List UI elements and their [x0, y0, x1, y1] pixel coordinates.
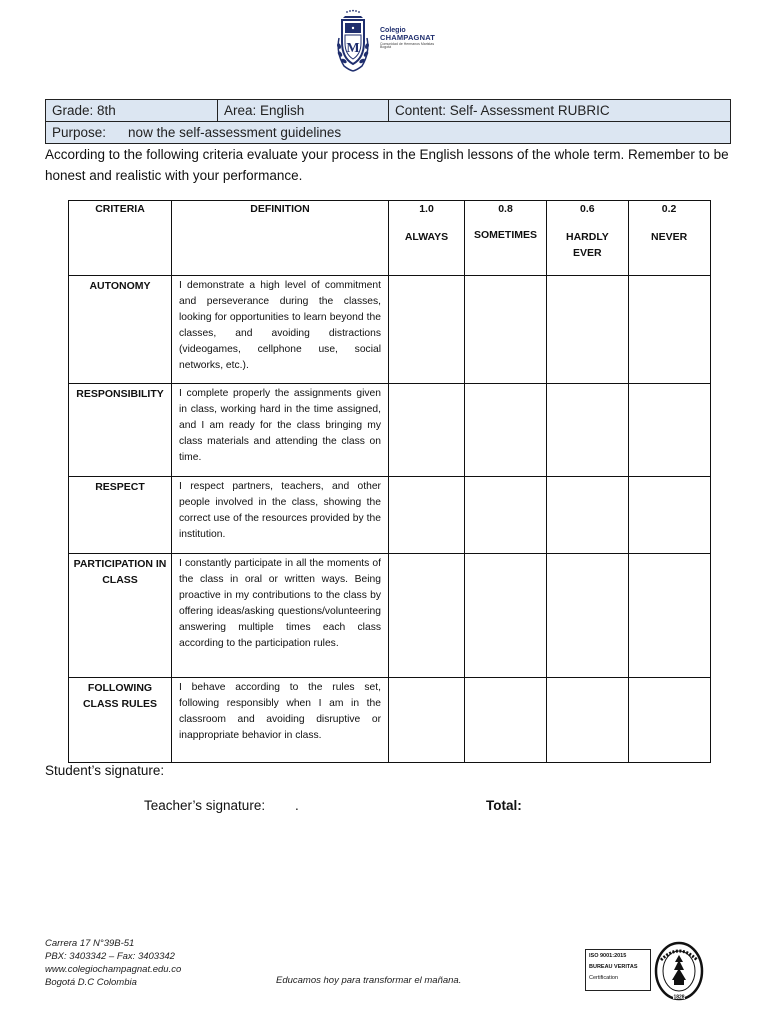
cert-certification: Certification: [589, 975, 619, 981]
definition-cell: I respect partners, teachers, and other people involved in the class, showing the correct use of the resources provided by the institution.: [172, 477, 389, 554]
teacher-signature-line: .: [295, 798, 299, 813]
cert-iso: ISO 9001:2015: [589, 953, 627, 959]
logo-line1: Colegio: [380, 27, 406, 34]
seal-year: 1828: [673, 994, 685, 1001]
score-cell-never[interactable]: [628, 384, 710, 477]
criteria-cell: AUTONOMY: [69, 276, 172, 384]
definition-cell: I behave according to the rules set, following responsibly when I am in the classroom and avoiding disruptive or inappropriate behavior in class.: [172, 678, 389, 763]
rubric-row-responsibility: [69, 384, 711, 477]
score-cell-sometimes[interactable]: [465, 554, 547, 678]
scale-header-hardly-ever: [547, 201, 629, 276]
score-cell-never[interactable]: [628, 477, 710, 554]
area-cell: Area: English: [218, 100, 389, 122]
score-cell-hardly-ever[interactable]: [547, 477, 629, 554]
criteria-header: CRITERIA: [69, 201, 172, 276]
criteria-cell: RESPONSIBILITY: [69, 384, 172, 477]
student-signature-label: Student’s signature:: [45, 763, 165, 778]
rubric-table: [68, 200, 711, 763]
footer-address-block: [45, 937, 181, 989]
purpose-text: now the self-assessment guidelines: [128, 125, 342, 140]
logo-line3: Comunidad de Hermanos Maristas Bogotá: [380, 41, 435, 49]
intro-paragraph: According to the following criteria evaluate your process in the English lessons of the whole term. Remember to be honest and realistic with your performance.: [45, 147, 729, 183]
score-cell-always[interactable]: [389, 678, 465, 763]
purpose-label: Purpose:: [52, 125, 107, 140]
scale-header-never: [628, 201, 710, 276]
definition-header: DEFINITION: [172, 201, 389, 276]
definition-cell: I complete properly the assignments given in class, working hard in the time assigned, and I am ready for the class bringing my class materials and attending the class on time.: [172, 384, 389, 477]
criteria-cell: RESPECT: [69, 477, 172, 554]
footer-motto: Educamos hoy para transformar el mañana.: [276, 975, 462, 986]
certification-badge: [585, 945, 705, 1003]
total-label: Total:: [486, 798, 522, 813]
rubric-row-respect: [69, 477, 711, 554]
score-cell-sometimes[interactable]: [465, 384, 547, 477]
footer-city: Bogotá D.C Colombia: [45, 977, 137, 988]
criteria-cell: PARTICIPATION IN CLASS: [69, 554, 172, 678]
score-cell-never[interactable]: [628, 678, 710, 763]
footer-address: Carrera 17 N°39B-51: [45, 938, 135, 949]
score-cell-never[interactable]: [628, 276, 710, 384]
rubric-header-row: [69, 201, 711, 276]
logo-text: [380, 27, 442, 50]
scale-label: NEVER: [651, 231, 688, 243]
content-cell: Content: Self- Assessment RUBRIC: [389, 100, 731, 122]
definition-cell: I constantly participate in all the moments of the class in oral or written ways. Being proactive in my contributions to the class by offering ideas/asking questions/volunteering answering multiple times each class according to the participation rules.: [172, 554, 389, 678]
rubric-row-autonomy: [69, 276, 711, 384]
score-cell-hardly-ever[interactable]: [547, 276, 629, 384]
score-cell-always[interactable]: [389, 276, 465, 384]
scale-value: 0.8: [498, 203, 513, 215]
definition-cell: I demonstrate a high level of commitment and perseverance during the classes, looking for opportunities to learn beyond the classes, and avoiding distractions (videogames, cellphone use, social networks, etc.).: [172, 276, 389, 384]
score-cell-always[interactable]: [389, 554, 465, 678]
bureau-veritas-seal-icon: [653, 940, 705, 1002]
criteria-cell: FOLLOWING CLASS RULES: [69, 678, 172, 763]
certification-box: [585, 949, 651, 991]
purpose-cell: [46, 122, 731, 144]
score-cell-hardly-ever[interactable]: [547, 384, 629, 477]
grade-cell: Grade: 8th: [46, 100, 218, 122]
score-cell-hardly-ever[interactable]: [547, 678, 629, 763]
rubric-row-class-rules: [69, 678, 711, 763]
rubric-row-participation: [69, 554, 711, 678]
scale-value: 0.6: [580, 203, 595, 215]
logo-monogram: M: [346, 41, 360, 56]
scale-value: 1.0: [419, 203, 434, 215]
scale-header-always: [389, 201, 465, 276]
cert-bureau: BUREAU VERITAS: [589, 964, 638, 970]
score-cell-hardly-ever[interactable]: [547, 554, 629, 678]
scale-label: HARDLY EVER: [566, 231, 609, 259]
score-cell-never[interactable]: [628, 554, 710, 678]
footer-website-link[interactable]: www.colegiochampagnat.edu.co: [45, 964, 182, 975]
footer-phone: PBX: 3403342 – Fax: 3403342: [45, 951, 175, 962]
scale-label: SOMETIMES: [473, 229, 537, 241]
logo-line2: CHAMPAGNAT: [380, 33, 436, 42]
score-cell-always[interactable]: [389, 384, 465, 477]
score-cell-sometimes[interactable]: [465, 477, 547, 554]
teacher-signature-label: Teacher’s signature:: [144, 798, 266, 813]
score-cell-sometimes[interactable]: [465, 678, 547, 763]
scale-header-sometimes: [465, 201, 547, 276]
scale-label: ALWAYS: [404, 231, 449, 243]
header-table: [45, 99, 731, 144]
score-cell-sometimes[interactable]: [465, 276, 547, 384]
scale-value: 0.2: [661, 203, 677, 215]
score-cell-always[interactable]: [389, 477, 465, 554]
